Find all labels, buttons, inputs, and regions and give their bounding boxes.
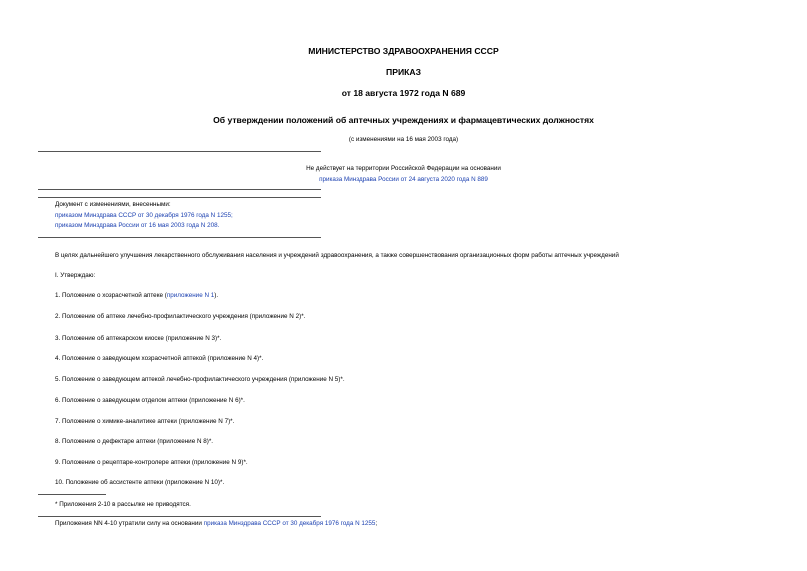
- list-item: 3. Положение об аптекарском киоске (приложение N 3)*.: [55, 335, 222, 342]
- divider: [38, 197, 321, 198]
- divider: [38, 189, 321, 190]
- list-item: 6. Положение о заведующем отделом аптеки (приложение N 6)*.: [55, 397, 245, 404]
- amendment-link-1[interactable]: приказом Минздрава СССР от 30 декабря 1976 года N 1255;: [55, 212, 233, 219]
- list-item: 8. Положение о дефектаре аптеки (приложение N 8)*.: [55, 438, 214, 445]
- final-note-link[interactable]: приказа Минздрава СССР от 30 декабря 1976 года N 1255: [203, 520, 376, 527]
- document-date: от 18 августа 1972 года N 689: [341, 88, 466, 98]
- divider: [38, 151, 321, 152]
- revision-note: (с изменениями на 16 мая 2003 года): [348, 136, 459, 143]
- status-note-text: Не действует на территории Российской Федерации на основании: [306, 165, 501, 172]
- list-item: 4. Положение о заведующем хозрасчетной аптекой (приложение N 4)*.: [55, 355, 264, 362]
- list-item: 9. Положение о рецептаре-контролере аптеки (приложение N 9)*.: [55, 459, 248, 466]
- approve-heading: I. Утверждаю:: [55, 272, 96, 279]
- appendix-1-link[interactable]: приложение N 1: [166, 292, 215, 299]
- final-note: Приложения NN 4-10 утратили силу на основании приказа Минздрава СССР от 30 декабря 1976 года N 1255;: [55, 520, 378, 527]
- document-title: Об утверждении положений об аптечных учреждениях и фармацевтических должностях: [213, 115, 594, 125]
- list-item: 7. Положение о химике-аналитике аптеки (приложение N 7)*.: [55, 418, 235, 425]
- list-item: 5. Положение о заведующем аптекой лечебно-профилактического учреждения (приложение N 5)*.: [55, 376, 345, 383]
- list-item-1: 1. Положение о хозрасчетной аптеке (приложение N 1).: [55, 292, 219, 299]
- amendment-link-2[interactable]: приказом Минздрава России от 16 мая 2003 года N 208.: [55, 222, 220, 229]
- status-note-link[interactable]: приказа Минздрава России от 24 августа 2020 года N 889: [319, 176, 488, 183]
- divider: [38, 237, 321, 238]
- footnote-divider: [38, 494, 106, 495]
- list-item: 2. Положение об аптеке лечебно-профилактического учреждения (приложение N 2)*.: [55, 313, 306, 320]
- divider: [38, 516, 321, 517]
- footnote: * Приложения 2-10 в рассылке не приводятся.: [55, 501, 191, 508]
- preamble: В целях дальнейшего улучшения лекарственного обслуживания населения и учреждений здравоохранения, а также совершенствования организационных форм работы аптечных учреждений: [55, 252, 619, 259]
- document-type: ПРИКАЗ: [386, 67, 421, 77]
- amendments-intro: Документ с изменениями, внесенными:: [55, 201, 171, 208]
- list-item: 10. Положение об ассистенте аптеки (приложение N 10)*.: [55, 479, 225, 486]
- ministry-heading: МИНИСТЕРСТВО ЗДРАВООХРАНЕНИЯ СССР: [308, 46, 499, 56]
